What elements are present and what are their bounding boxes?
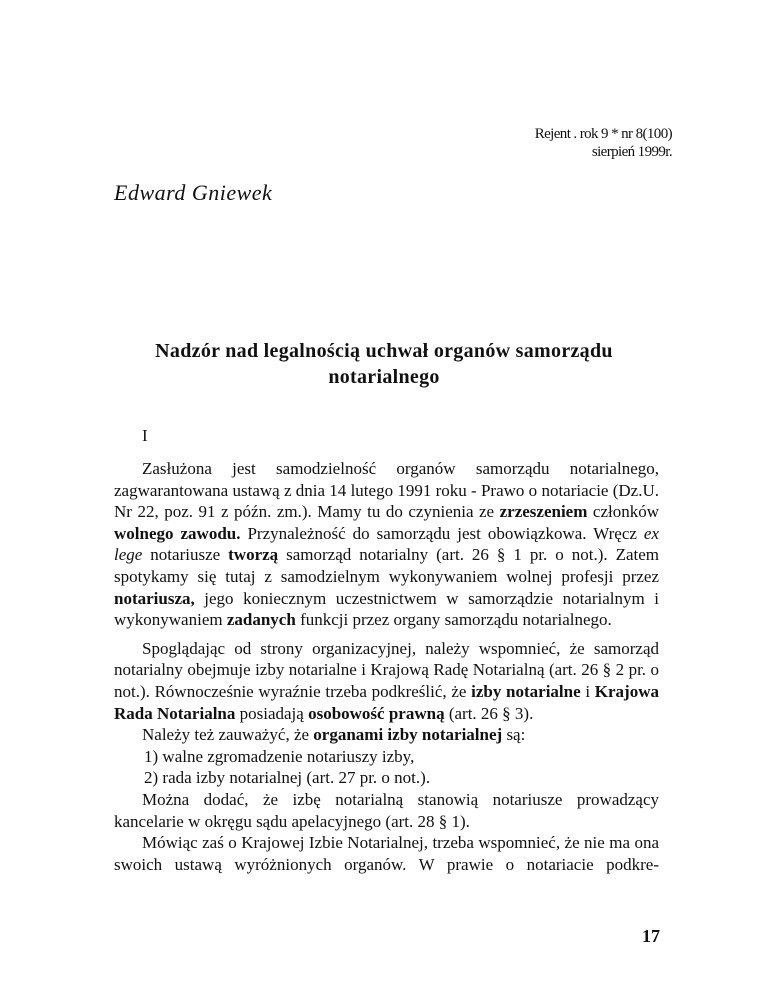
emphasis: izby notarialne [471,681,581,701]
article-body [114,458,659,875]
text-run: członków [587,502,659,522]
latin-term: ex lege [114,523,659,565]
emphasis: wolnego zawodu. [114,523,241,543]
article-title [114,338,654,390]
text-run: notariusze [142,545,229,565]
text-run: i [580,681,595,701]
emphasis: tworzą [228,545,279,565]
text-run: (art. 26 § 3). [444,703,534,723]
text-run: Należy też zauważyć, że [142,725,314,745]
title-line-2: notarialnego [328,366,440,388]
paragraph-2 [114,638,659,724]
journal-date: sierpień 1999r. [591,144,672,160]
paragraph-1 [114,458,659,631]
emphasis: notariusza, [114,588,195,608]
author-name: Edward Gniewek [114,180,273,205]
journal-issue: Rejent . rok 9 * nr 8(100) [534,126,672,142]
emphasis: Krajowa Rada Notarialna [114,681,659,723]
paragraph-5: Mówiąc zaś o Krajowej Izbie Notarialnej, trzeba wspomnieć, że nie ma ona swoich ustawą wyróżnionych organów. W prawie o notariacie podkre- [114,833,659,874]
text-run: Przynależność do samorządu jest obowiązkowa. Wręcz [240,523,644,543]
text-run: jego koniecznym uczestnictwem w samorządzie notarialnym i wykonywaniem [114,588,659,630]
text-run: posiadają [235,703,309,723]
page-number: 17 [642,926,660,946]
emphasis: zrzeszeniem [499,502,588,522]
list-item: 1) walne zgromadzenie notariuszy izby, [144,746,415,766]
text-run: są: [502,725,526,745]
list-item: 2) rada izby notarialnej (art. 27 pr. o not.). [144,768,431,788]
paragraph-4: Można dodać, że izbę notarialną stanowią notariusze prowadzący kancelarie w okręgu sądu apelacyjnego (art. 28 § 1). [114,789,659,831]
paragraph-3 [114,724,659,746]
text-run: samorząd notarialny (art. 26 § 1 pr. o not.). Zatem spotykamy się tutaj z samodzielnym wykonywaniem wolnej profesji przez [114,545,659,586]
emphasis: osobowość prawną [308,703,445,723]
journal-header [372,125,672,161]
text-run: Spoglądając od strony organizacyjnej, należy wspomnieć, że samorząd notarialny obejmuje izby notarialne i Krajową Radę Notarialną (art. 26 § 2 pr. o not.). Równocześnie wyraźnie trzeba podkreślić, że [114,638,659,701]
text-run: Zasłużona jest samodzielność organów samorządu notarialnego, zagwarantowana ustawą z dnia 14 lutego 1991 roku - Prawo o notariacie (Dz.U. Nr 22, poz. 91 z późn. zm.). Mamy tu do czynienia ze [114,459,659,522]
emphasis: organami izby notarialnej [313,725,503,745]
section-number: I [142,426,148,445]
text-run: funkcji przez organy samorządu notarialnego. [295,610,612,630]
title-line-1: Nadzór nad legalnością uchwał organów samorządu [155,340,613,362]
emphasis: zadanych [226,610,296,630]
